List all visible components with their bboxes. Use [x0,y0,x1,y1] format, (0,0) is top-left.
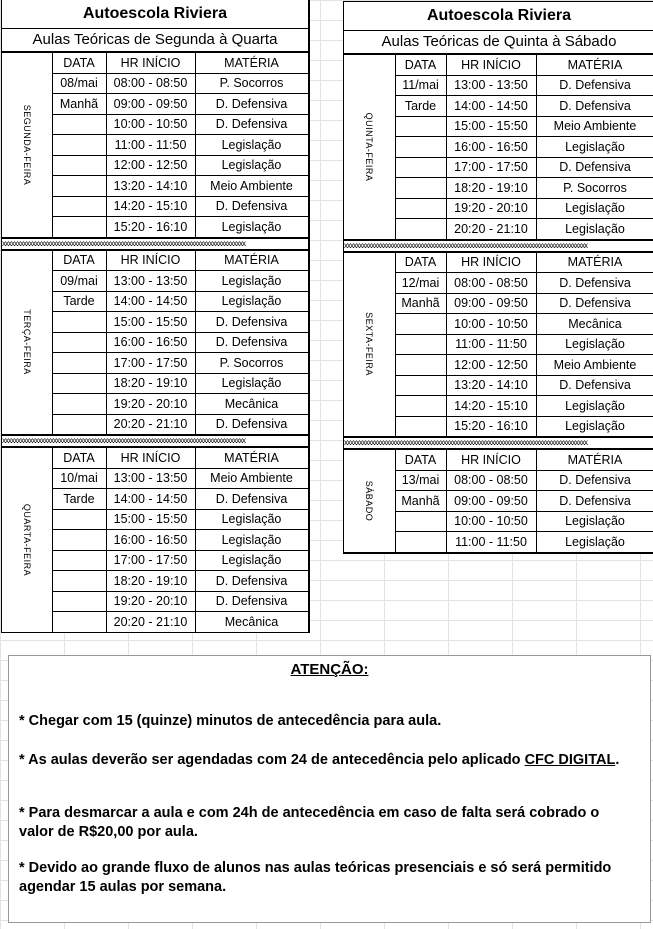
subject-header: MATÉRIA [536,450,653,471]
time-header: HR INÍCIO [446,252,536,273]
date-cell [52,414,106,435]
date-cell [52,612,106,633]
date-cell [395,178,446,199]
date-header: DATA [395,55,446,76]
date-cell: 13/mai [395,470,446,491]
subject-cell: Mecânica [536,314,653,335]
time-cell: 20:20 - 21:10 [446,219,536,240]
date-header: DATA [52,448,106,469]
school-title: Autoescola Riviera [344,2,653,31]
subject-header: MATÉRIA [536,55,653,76]
time-cell: 19:20 - 20:10 [446,198,536,219]
date-cell [395,219,446,240]
time-cell: 14:20 - 15:10 [106,196,195,217]
subject-cell: D. Defensiva [195,312,308,333]
time-cell: 13:20 - 14:10 [106,176,195,197]
date-cell: Tarde [52,489,106,510]
day-separator: xxxxxxxxxxxxxxxxxxxxxxxxxxxxxxxxxxxxxxxxxxxxxxxxxxxxxxxxxxxxxxxxxxxxxxxxxxxxxxxxx [344,240,653,252]
date-cell [52,312,106,333]
time-cell: 12:00 - 12:50 [446,355,536,376]
subject-cell: D. Defensiva [536,293,653,314]
subject-cell: Mecânica [195,394,308,415]
time-header: HR INÍCIO [446,55,536,76]
time-cell: 14:20 - 15:10 [446,396,536,417]
date-header: DATA [52,250,106,271]
day-label [2,448,52,633]
date-cell [395,334,446,355]
subject-cell: P. Socorros [195,353,308,374]
time-cell: 08:00 - 08:50 [106,73,195,94]
time-cell: 14:00 - 14:50 [446,96,536,117]
attention-notice [8,655,651,923]
day-schedule-table [344,449,653,553]
date-cell [395,314,446,335]
subject-cell: Legislação [195,217,308,238]
day-label [2,53,52,238]
time-cell: 09:00 - 09:50 [106,94,195,115]
day-label-text: SEGUNDA-FEIRA [21,104,32,186]
date-cell: 08/mai [52,73,106,94]
date-cell [52,217,106,238]
date-cell [52,530,106,551]
time-cell: 15:20 - 16:10 [106,217,195,238]
time-cell: 13:20 - 14:10 [446,375,536,396]
date-cell [395,157,446,178]
time-header: HR INÍCIO [106,53,195,74]
subject-cell: D. Defensiva [536,491,653,512]
subject-cell: D. Defensiva [536,75,653,96]
day-label [344,252,395,437]
subject-cell: D. Defensiva [536,157,653,178]
table-header-row [344,450,653,471]
day-label-text: QUINTA-FEIRA [364,112,375,182]
subject-cell: D. Defensiva [195,571,308,592]
subject-cell: D. Defensiva [536,470,653,491]
time-cell: 11:00 - 11:50 [446,334,536,355]
table-header-row [2,448,308,469]
schedule-subtitle: Aulas Teóricas de Segunda à Quarta [2,29,308,52]
time-cell: 11:00 - 11:50 [446,532,536,553]
day-label-text: SÁBADO [364,480,375,522]
time-cell: 13:00 - 13:50 [106,271,195,292]
time-cell: 15:00 - 15:50 [446,116,536,137]
date-cell: 11/mai [395,75,446,96]
subject-header: MATÉRIA [195,448,308,469]
date-header: DATA [52,53,106,74]
time-cell: 10:00 - 10:50 [446,511,536,532]
subject-header: MATÉRIA [195,250,308,271]
subject-cell: Legislação [195,135,308,156]
schedule-subtitle: Aulas Teóricas de Quinta à Sábado [344,31,653,54]
time-cell: 15:20 - 16:10 [446,416,536,437]
table-header-row [2,53,308,74]
time-cell: 20:20 - 21:10 [106,414,195,435]
notice-item-booking-text: * As aulas deverão ser agendadas com 24 de antecedência pelo aplicado [19,752,525,768]
school-title: Autoescola Riviera [2,0,308,29]
left-day-blocks [2,52,308,633]
date-cell: Manhã [395,293,446,314]
subject-cell: Legislação [195,155,308,176]
date-cell: Tarde [52,291,106,312]
left-schedule-panel [1,0,310,633]
cfc-digital-link[interactable]: CFC DIGITAL [524,752,616,768]
date-cell [395,355,446,376]
date-cell: Manhã [395,491,446,512]
time-cell: 19:20 - 20:10 [106,591,195,612]
date-cell [52,571,106,592]
time-cell: 10:00 - 10:50 [106,114,195,135]
day-label [344,55,395,240]
subject-cell: D. Defensiva [536,273,653,294]
time-cell: 15:00 - 15:50 [106,509,195,530]
time-cell: 16:00 - 16:50 [446,137,536,158]
date-cell [395,375,446,396]
time-cell: 08:00 - 08:50 [446,273,536,294]
time-cell: 13:00 - 13:50 [106,468,195,489]
day-schedule-table [2,52,309,238]
subject-cell: D. Defensiva [195,489,308,510]
time-cell: 13:00 - 13:50 [446,75,536,96]
subject-cell: Legislação [195,291,308,312]
subject-cell: Mecânica [195,612,308,633]
subject-cell: Legislação [536,198,653,219]
subject-cell: Meio Ambiente [536,116,653,137]
subject-cell: D. Defensiva [536,375,653,396]
subject-cell: D. Defensiva [195,332,308,353]
time-header: HR INÍCIO [106,250,195,271]
subject-cell: Legislação [536,137,653,158]
date-header: DATA [395,450,446,471]
day-schedule-table [344,54,653,240]
notice-title: ATENÇÃO: [290,661,369,678]
day-label-text: QUARTA-FEIRA [21,503,32,576]
date-cell [395,416,446,437]
subject-cell: P. Socorros [195,73,308,94]
notice-item-booking-end: . [615,752,620,768]
time-cell: 09:00 - 09:50 [446,491,536,512]
time-cell: 16:00 - 16:50 [106,332,195,353]
subject-cell: Legislação [536,511,653,532]
date-cell [52,550,106,571]
time-cell: 19:20 - 20:10 [106,394,195,415]
time-cell: 18:20 - 19:10 [446,178,536,199]
time-cell: 18:20 - 19:10 [106,373,195,394]
date-cell [395,137,446,158]
notice-item-arrival: * Chegar com 15 (quinze) minutos de antecedência para aula. [19,713,442,729]
time-cell: 08:00 - 08:50 [446,470,536,491]
day-separator: xxxxxxxxxxxxxxxxxxxxxxxxxxxxxxxxxxxxxxxxxxxxxxxxxxxxxxxxxxxxxxxxxxxxxxxxxxxxxxxxx [2,435,308,447]
right-schedule-panel [343,1,653,554]
subject-cell: P. Socorros [536,178,653,199]
date-cell: 09/mai [52,271,106,292]
date-cell [395,532,446,553]
day-separator: xxxxxxxxxxxxxxxxxxxxxxxxxxxxxxxxxxxxxxxxxxxxxxxxxxxxxxxxxxxxxxxxxxxxxxxxxxxxxxxxx [344,437,653,449]
time-cell: 12:00 - 12:50 [106,155,195,176]
date-cell [52,591,106,612]
subject-cell: Legislação [536,416,653,437]
date-cell [52,135,106,156]
day-schedule-table [2,250,309,436]
subject-cell: Legislação [536,219,653,240]
subject-cell: Legislação [195,530,308,551]
subject-cell: Legislação [195,271,308,292]
date-cell: Tarde [395,96,446,117]
date-cell [52,394,106,415]
day-label [344,450,395,553]
subject-cell: D. Defensiva [195,196,308,217]
time-cell: 14:00 - 14:50 [106,489,195,510]
subject-cell: D. Defensiva [195,114,308,135]
subject-cell: Meio Ambiente [536,355,653,376]
time-cell: 20:20 - 21:10 [106,612,195,633]
time-cell: 18:20 - 19:10 [106,571,195,592]
time-header: HR INÍCIO [106,448,195,469]
date-cell [395,396,446,417]
notice-item-weekly-limit: * Devido ao grande fluxo de alunos nas aulas teóricas presenciais e só será permitido agendar 15 aulas por semana. [19,860,612,895]
date-cell [52,176,106,197]
date-cell [52,114,106,135]
date-cell: 12/mai [395,273,446,294]
day-label-text: TERÇA-FEIRA [21,309,32,376]
time-cell: 17:00 - 17:50 [446,157,536,178]
subject-header: MATÉRIA [536,252,653,273]
subject-cell: Meio Ambiente [195,176,308,197]
table-header-row [344,55,653,76]
day-separator: xxxxxxxxxxxxxxxxxxxxxxxxxxxxxxxxxxxxxxxxxxxxxxxxxxxxxxxxxxxxxxxxxxxxxxxxxxxxxxxxx [2,238,308,250]
date-cell: 10/mai [52,468,106,489]
subject-cell: Legislação [195,550,308,571]
subject-cell: D. Defensiva [195,94,308,115]
subject-cell: Legislação [536,334,653,355]
day-schedule-table [344,252,653,438]
day-label-text: SEXTA-FEIRA [364,312,375,377]
time-cell: 14:00 - 14:50 [106,291,195,312]
date-cell [52,332,106,353]
notice-item-booking [19,751,629,770]
subject-cell: Legislação [195,373,308,394]
day-label [2,250,52,435]
date-cell [52,353,106,374]
subject-cell: Meio Ambiente [195,468,308,489]
time-cell: 17:00 - 17:50 [106,550,195,571]
table-header-row [344,252,653,273]
day-schedule-table [2,447,309,633]
date-cell [395,198,446,219]
subject-cell: D. Defensiva [195,591,308,612]
date-cell [52,373,106,394]
notice-item-cancellation: * Para desmarcar a aula e com 24h de antecedência em caso de falta será cobrado o valor de R$20,00 por aula. [19,805,600,840]
date-cell [395,116,446,137]
time-cell: 09:00 - 09:50 [446,293,536,314]
subject-cell: Legislação [195,509,308,530]
time-cell: 10:00 - 10:50 [446,314,536,335]
subject-cell: D. Defensiva [195,414,308,435]
date-cell: Manhã [52,94,106,115]
date-cell [52,196,106,217]
date-cell [52,155,106,176]
subject-header: MATÉRIA [195,53,308,74]
date-cell [395,511,446,532]
subject-cell: Legislação [536,396,653,417]
date-header: DATA [395,252,446,273]
time-cell: 11:00 - 11:50 [106,135,195,156]
time-header: HR INÍCIO [446,450,536,471]
date-cell [52,509,106,530]
subject-cell: D. Defensiva [536,96,653,117]
time-cell: 16:00 - 16:50 [106,530,195,551]
time-cell: 15:00 - 15:50 [106,312,195,333]
subject-cell: Legislação [536,532,653,553]
table-header-row [2,250,308,271]
right-day-blocks [344,54,653,553]
time-cell: 17:00 - 17:50 [106,353,195,374]
